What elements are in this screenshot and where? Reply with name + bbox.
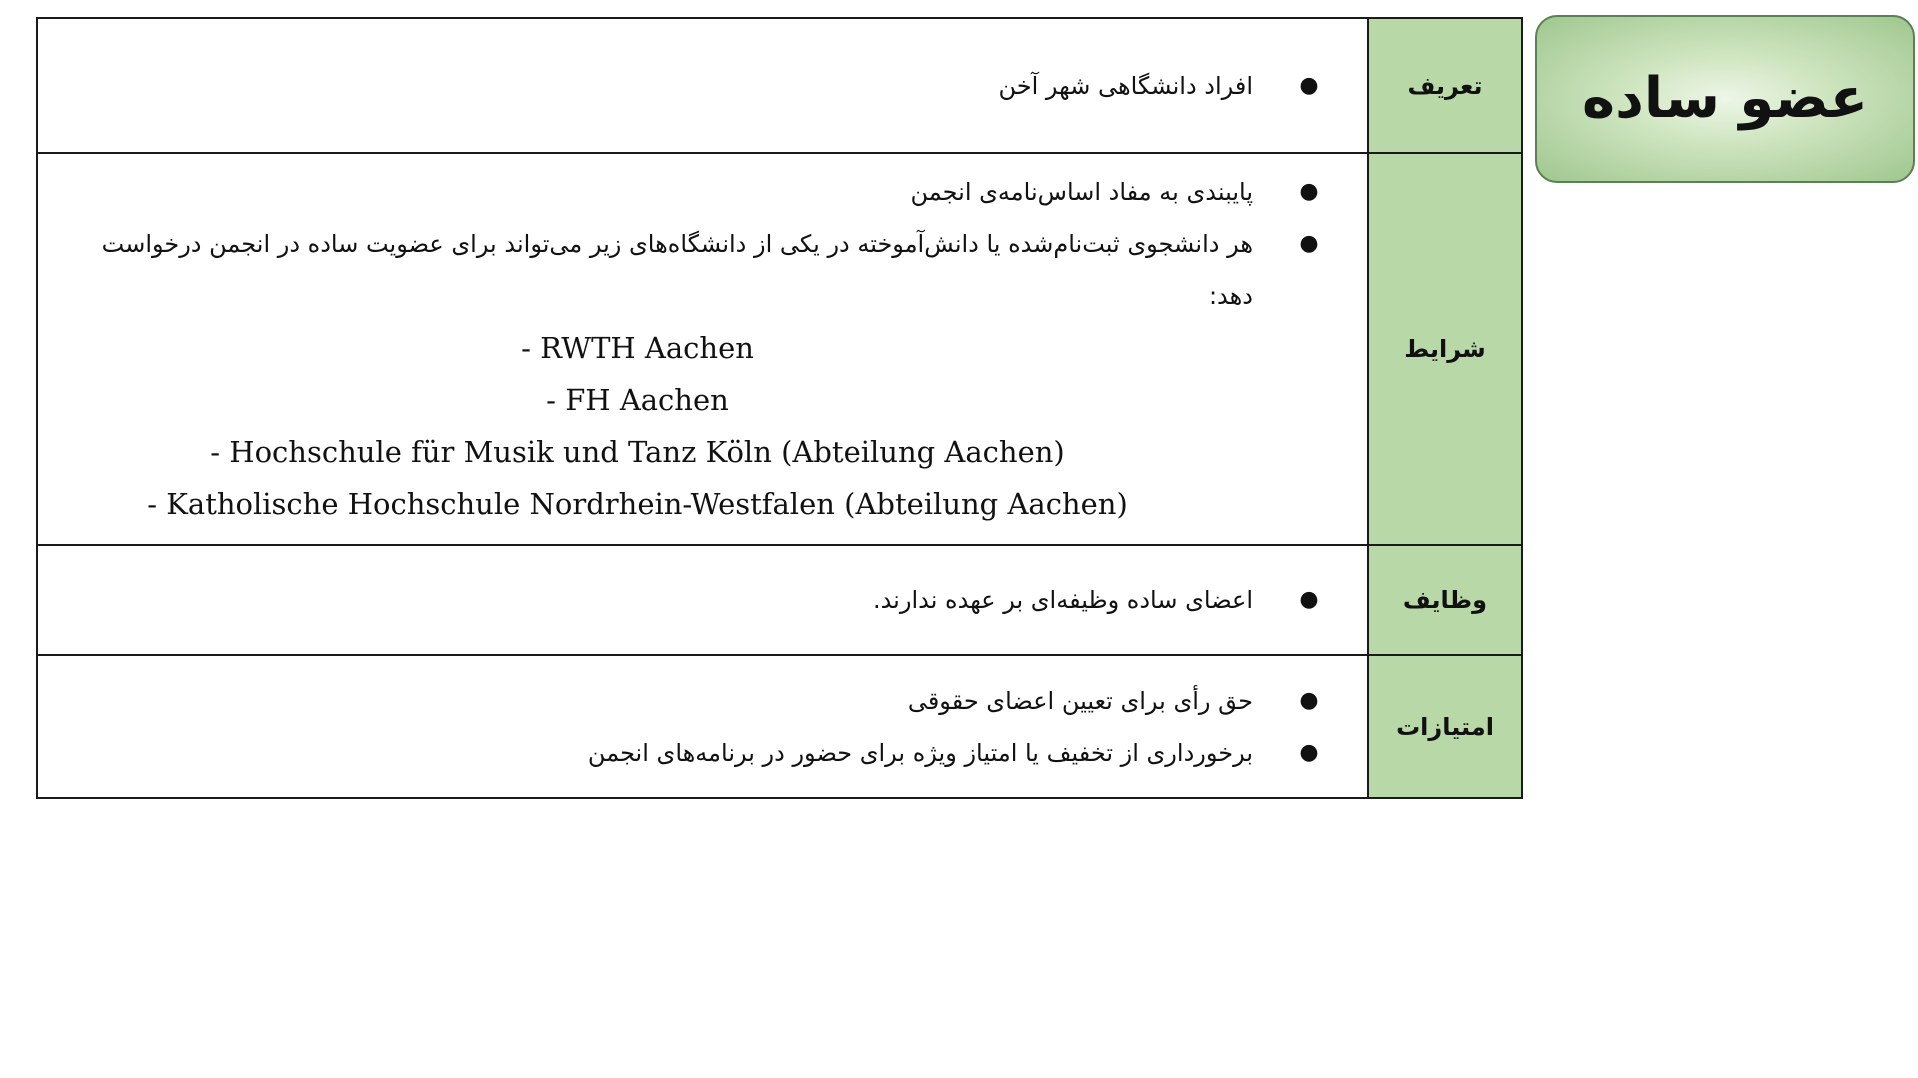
bullet-icon: ● (1299, 687, 1319, 713)
university-list (38, 322, 1367, 530)
university-item: - Katholische Hochschule Nordrhein-Westfalen (Abteilung Aachen) (147, 487, 1128, 521)
list-item (58, 574, 1319, 626)
membership-type-title: عضو ساده (1582, 66, 1868, 131)
list-item-text: برخورداری از تخفیف یا امتیاز ویژه برای حضور در برنامه‌های انجمن (587, 738, 1253, 767)
university-item: - FH Aachen (546, 383, 729, 417)
row-label-cell (1368, 18, 1522, 153)
membership-type-badge (1535, 15, 1915, 183)
list-item (58, 727, 1319, 779)
row-label-cell (1368, 545, 1522, 655)
row-label-conditions: شرایط (1404, 335, 1486, 363)
table-row-duties (37, 545, 1522, 655)
table-row-conditions (37, 153, 1522, 545)
definition-list (38, 60, 1367, 112)
university-item: - RWTH Aachen (521, 331, 754, 365)
bullet-icon: ● (1299, 179, 1319, 204)
bullet-icon: ● (1299, 739, 1319, 765)
row-label-privileges: امتیازات (1396, 712, 1494, 741)
bullet-icon: ● (1299, 587, 1319, 612)
row-label-cell (1368, 153, 1522, 545)
list-item (58, 218, 1319, 322)
duties-list (38, 574, 1367, 626)
row-content-cell (37, 18, 1368, 153)
university-item: - Hochschule für Musik und Tanz Köln (Abteilung Aachen) (210, 435, 1065, 469)
list-item-text: حق رأی برای تعیین اعضای حقوقی (907, 686, 1253, 715)
list-item (58, 675, 1319, 727)
list-item-text: پایبندی به مفاد اساس‌نامه‌ی انجمن (910, 178, 1253, 206)
row-content-cell (37, 545, 1368, 655)
list-item (58, 60, 1319, 112)
bullet-icon: ● (1299, 231, 1319, 256)
list-item-text: هر دانشجوی ثبت‌نام‌شده یا دانش‌آموخته در یکی از دانشگاه‌های زیر می‌تواند برای عضویت ساده در انجمن درخواست دهد: (101, 230, 1253, 310)
bullet-icon: ● (1299, 72, 1319, 98)
row-content-cell (37, 153, 1368, 545)
table-row-privileges (37, 655, 1522, 798)
privileges-list (38, 675, 1367, 779)
table-row-definition (37, 18, 1522, 153)
conditions-list (38, 166, 1367, 322)
row-label-definition: تعریف (1407, 71, 1483, 100)
row-label-cell (1368, 655, 1522, 798)
row-content-cell (37, 655, 1368, 798)
list-item (58, 166, 1319, 218)
membership-info-table (36, 17, 1523, 799)
row-label-duties: وظایف (1402, 586, 1488, 614)
list-item-text: اعضای ساده وظیفه‌ای بر عهده ندارند. (872, 586, 1253, 614)
list-item-text: افراد دانشگاهی شهر آخن (998, 71, 1253, 100)
